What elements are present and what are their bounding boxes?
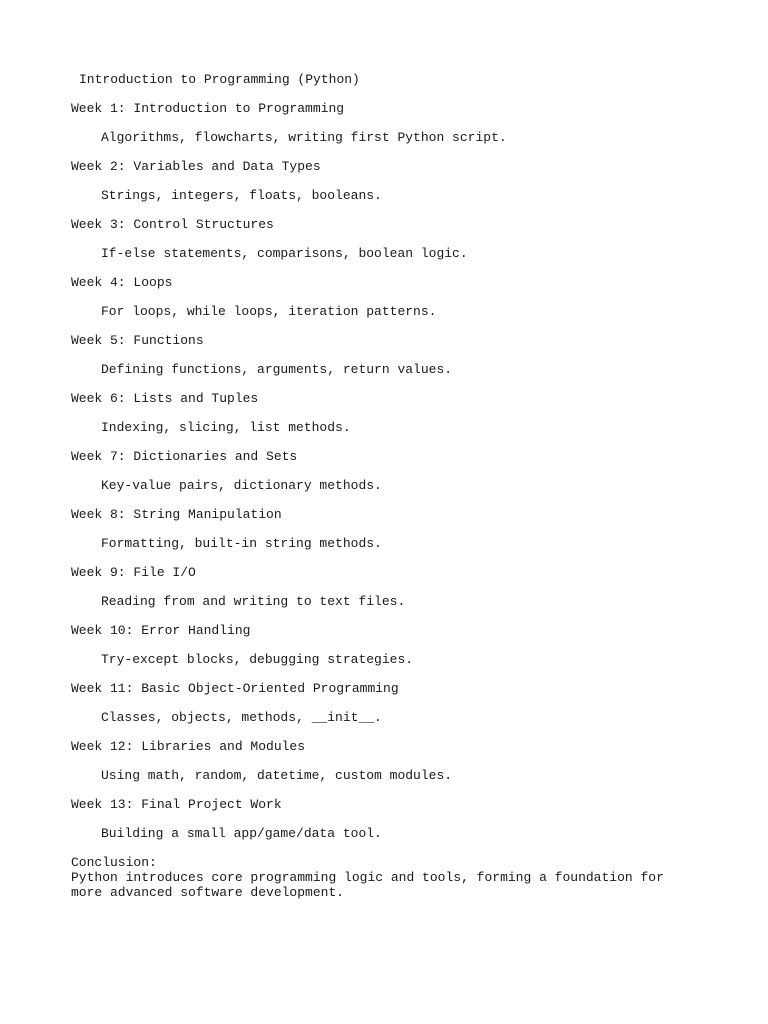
week-detail: Strings, integers, floats, booleans.: [101, 188, 382, 203]
week-detail: Classes, objects, methods, __init__.: [101, 710, 382, 725]
week-detail: Key-value pairs, dictionary methods.: [101, 478, 382, 493]
week-heading: Week 2: Variables and Data Types: [71, 159, 321, 174]
week-heading: Week 4: Loops: [71, 275, 173, 290]
week-section: [71, 159, 711, 203]
week-section: [71, 391, 711, 435]
week-detail: If-else statements, comparisons, boolean logic.: [101, 246, 468, 261]
week-section: [71, 623, 711, 667]
week-section: [71, 739, 711, 783]
week-heading: Week 5: Functions: [71, 333, 204, 348]
week-detail: Formatting, built-in string methods.: [101, 536, 382, 551]
week-heading: Week 12: Libraries and Modules: [71, 739, 306, 754]
week-heading: Week 3: Control Structures: [71, 217, 274, 232]
week-heading: Week 11: Basic Object-Oriented Programming: [71, 681, 399, 696]
week-heading: Week 10: Error Handling: [71, 623, 251, 638]
week-heading: Week 8: String Manipulation: [71, 507, 282, 522]
conclusion-label: Conclusion:: [71, 855, 157, 870]
week-section: [71, 681, 711, 725]
week-section: [71, 217, 711, 261]
week-heading: Week 9: File I/O: [71, 565, 196, 580]
week-detail: Algorithms, flowcharts, writing first Python script.: [101, 130, 507, 145]
week-section: [71, 797, 711, 841]
week-detail: Indexing, slicing, list methods.: [101, 420, 351, 435]
week-detail: For loops, while loops, iteration patterns.: [101, 304, 437, 319]
document-title: Introduction to Programming (Python): [79, 72, 360, 87]
week-heading: Week 13: Final Project Work: [71, 797, 282, 812]
week-section: [71, 275, 711, 319]
week-section: [71, 565, 711, 609]
week-heading: Week 1: Introduction to Programming: [71, 101, 345, 116]
week-section: [71, 507, 711, 551]
week-detail: Using math, random, datetime, custom modules.: [101, 768, 453, 783]
week-detail: Defining functions, arguments, return values.: [101, 362, 453, 377]
week-detail: Building a small app/game/data tool.: [101, 826, 382, 841]
week-heading: Week 6: Lists and Tuples: [71, 391, 259, 406]
week-section: [71, 333, 711, 377]
conclusion-section: [71, 855, 711, 900]
week-detail: Try-except blocks, debugging strategies.: [101, 652, 414, 667]
week-section: [71, 449, 711, 493]
document-body: [71, 72, 711, 900]
week-section: [71, 101, 711, 145]
week-detail: Reading from and writing to text files.: [101, 594, 406, 609]
conclusion-text: Python introduces core programming logic and tools, forming a foundation for more advanced software development.: [71, 870, 664, 900]
week-heading: Week 7: Dictionaries and Sets: [71, 449, 298, 464]
